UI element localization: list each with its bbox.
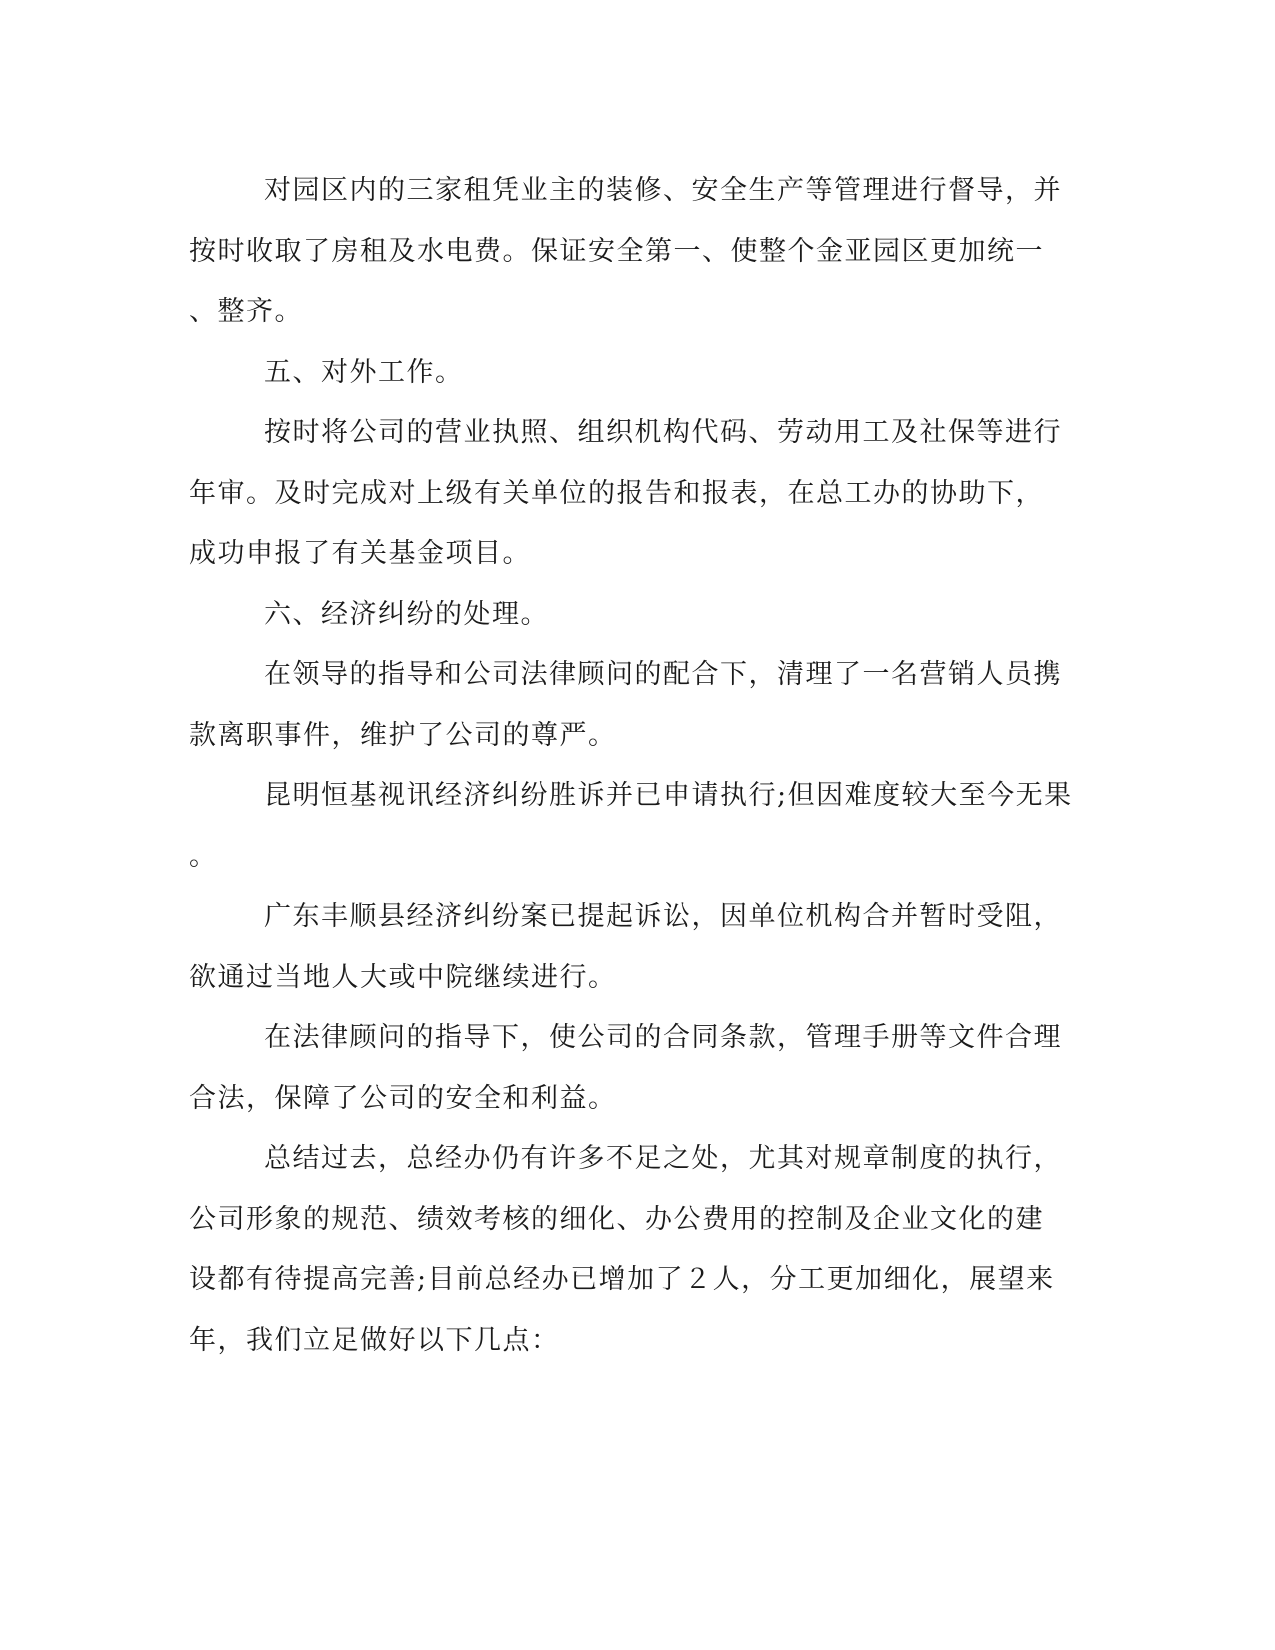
text-line: 对园区内的三家租凭业主的装修、安全生产等管理进行督导，并: [264, 175, 1062, 206]
text-line: 按时收取了房租及水电费。保证安全第一、使整个金亚园区更加统一: [189, 235, 1044, 267]
paragraph-summary: [189, 1129, 1089, 1371]
document-body: [189, 161, 1089, 1371]
heading-line: 六、经济纠纷的处理。: [264, 598, 549, 630]
text-line: 设都有待提高完善;目前总经办已增加了２人，分工更加细化，展望来: [189, 1264, 1055, 1295]
paragraph-annual-review: [189, 403, 1089, 585]
section-heading-external-work: [189, 343, 1089, 404]
paragraph-guangdong-case: [189, 887, 1089, 1008]
text-line: 。: [189, 840, 218, 872]
text-line: 在领导的指导和公司法律顾问的配合下，清理了一名营销人员携: [264, 659, 1062, 690]
paragraph-legal-guidance: [189, 645, 1089, 766]
text-line: 、整齐。: [189, 296, 303, 327]
paragraph-kunming-case: [189, 766, 1089, 887]
text-line: 在法律顾问的指导下，使公司的合同条款，管理手册等文件合理: [264, 1022, 1062, 1053]
text-line: 成功申报了有关基金项目。: [189, 538, 531, 569]
text-line: 合法，保障了公司的安全和利益。: [189, 1082, 617, 1114]
text-line: 年，我们立足做好以下几点：: [189, 1324, 560, 1356]
text-line: 欲通过当地人大或中院继续进行。: [189, 961, 617, 993]
paragraph-park-management: [189, 161, 1089, 343]
text-line: 总结过去，总经办仍有许多不足之处，尤其对规章制度的执行，: [264, 1143, 1062, 1174]
text-line: 公司形象的规范、绩效考核的细化、办公费用的控制及企业文化的建: [189, 1203, 1044, 1235]
text-line: 年审。及时完成对上级有关单位的报告和报表，在总工办的协助下，: [189, 477, 1044, 509]
paragraph-contracts: [189, 1008, 1089, 1129]
text-line: 款离职事件，维护了公司的尊严。: [189, 719, 617, 751]
section-heading-disputes: [189, 585, 1089, 646]
text-line: 昆明恒基视讯经济纠纷胜诉并已申请执行;但因难度较大至今无果: [264, 780, 1073, 811]
heading-line: 五、对外工作。: [264, 356, 464, 388]
text-line: 广东丰顺县经济纠纷案已提起诉讼，因单位机构合并暂时受阻，: [264, 901, 1062, 932]
text-line: 按时将公司的营业执照、组织机构代码、劳动用工及社保等进行: [264, 417, 1062, 448]
